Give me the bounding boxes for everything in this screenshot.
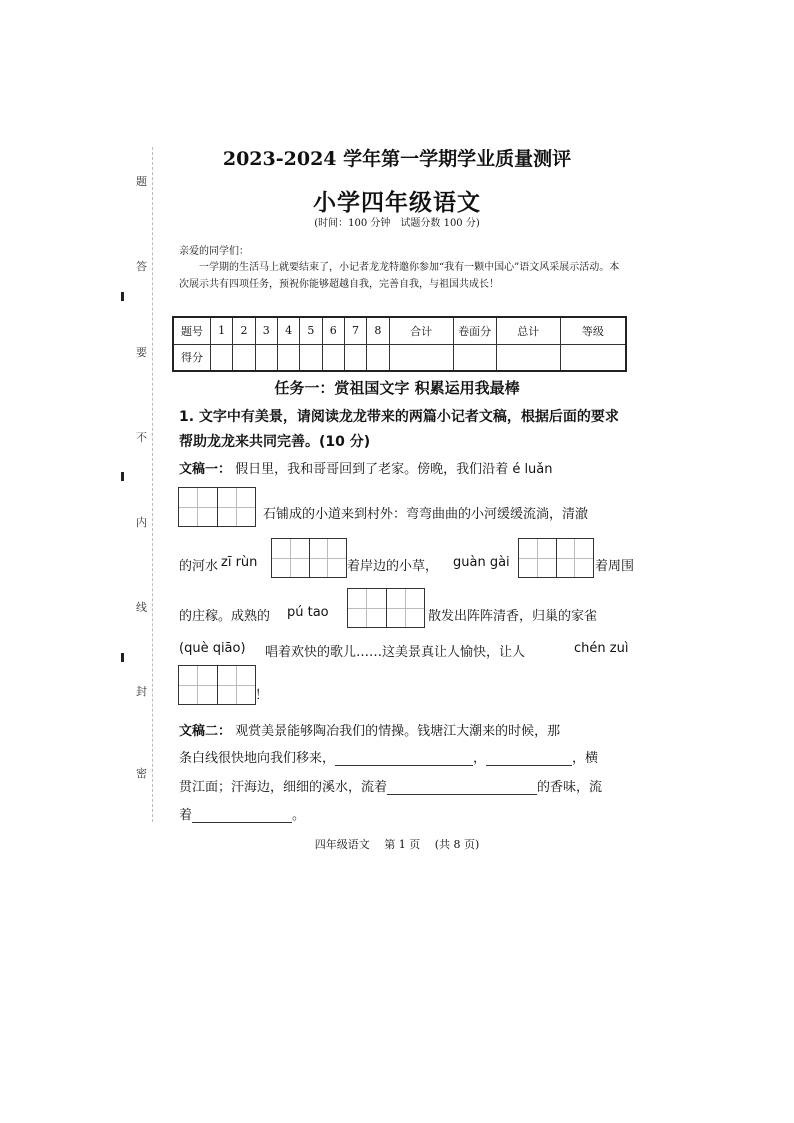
draft-text: 。 xyxy=(292,808,306,823)
draft-text: 唱着欢快的歌儿……这美景真让人愉快，让人 xyxy=(265,645,526,660)
fill-blank[interactable] xyxy=(192,808,292,823)
draft-text: 散发出阵阵清香，归巢的家雀 xyxy=(428,609,598,624)
fill-blank[interactable] xyxy=(335,751,473,766)
draft-text: 观赏美景能够陶冶我们的情操。钱塘江大潮来的时候，那 xyxy=(235,724,561,739)
pinyin: guàn gài xyxy=(453,555,510,570)
pinyin: zī rùn xyxy=(221,555,258,570)
margin-char: 不 xyxy=(136,431,147,444)
draft2-line xyxy=(179,747,598,766)
score-cell[interactable] xyxy=(300,344,322,371)
pinyin: (què qiāo) xyxy=(179,641,246,656)
draft-text: 着岸边的小草， xyxy=(347,559,439,574)
score-cell[interactable] xyxy=(233,344,255,371)
draft-text: 贯江面；汗海边，细细的溪水，流着 xyxy=(179,780,388,795)
draft-text: 着 xyxy=(179,808,193,823)
draft2-line xyxy=(179,720,560,739)
char-grid-answer[interactable] xyxy=(347,588,425,628)
column-header: 合计 xyxy=(389,317,453,344)
time-note: (时间：100 分钟 试题分数 100 分) xyxy=(314,218,480,229)
binding-mark xyxy=(121,653,124,662)
margin-char: 内 xyxy=(136,516,147,529)
draft-text: ，横 xyxy=(572,751,599,766)
score-cell[interactable] xyxy=(344,344,366,371)
column-header: 3 xyxy=(255,317,277,344)
column-header: 卷面分 xyxy=(453,317,496,344)
char-grid-answer[interactable] xyxy=(178,487,256,527)
column-header: 7 xyxy=(344,317,366,344)
char-grid-answer[interactable] xyxy=(518,538,594,578)
exam-subtitle: 小学四年级语文 xyxy=(313,189,481,216)
score-cell[interactable] xyxy=(453,344,496,371)
greeting: 亲爱的同学们： xyxy=(179,246,249,257)
intro-text: 一学期的生活马上就要结束了，小记者龙龙特邀你参加“我有一颗中国心”语文风采展示活动。本次展示共有四项任务，预祝你能够超越自我，完善自我，与祖国共成长！ xyxy=(179,262,620,290)
table-row xyxy=(173,317,626,344)
draft2-line xyxy=(179,776,602,795)
column-header: 8 xyxy=(367,317,389,344)
table-row xyxy=(173,344,626,371)
column-header: 2 xyxy=(233,317,255,344)
draft-text: 着周围 xyxy=(595,559,635,574)
draft-label: 文稿一： xyxy=(179,462,232,477)
page-footer: 四年级语文 第 1 页 (共 8 页) xyxy=(314,838,480,851)
column-header: 等级 xyxy=(560,317,626,344)
draft-text: 的香味，流 xyxy=(537,780,603,795)
fill-blank[interactable] xyxy=(486,751,572,766)
score-cell[interactable] xyxy=(367,344,389,371)
question-prompt: 1. 文字中有美景，请阅读龙龙带来的两篇小记者文稿，根据后面的要求帮助龙龙来共同完善。(10 分) xyxy=(179,409,619,450)
score-cell[interactable] xyxy=(496,344,560,371)
exam-title: 2023-2024 学年第一学期学业质量测评 xyxy=(222,148,572,170)
draft1-line xyxy=(179,458,553,477)
pinyin: chén zuì xyxy=(574,641,629,656)
fill-blank[interactable] xyxy=(387,780,537,795)
draft-text: 的河水 xyxy=(179,559,219,574)
row-label: 得分 xyxy=(173,344,211,371)
draft-text: 条白线很快地向我们移来， xyxy=(179,751,336,766)
score-table xyxy=(172,316,627,372)
char-grid-answer[interactable] xyxy=(271,538,347,578)
margin-char: 答 xyxy=(136,260,147,273)
margin-char: 要 xyxy=(136,346,147,359)
margin-char: 线 xyxy=(136,601,147,614)
draft-text: ！ xyxy=(255,688,269,703)
score-cell[interactable] xyxy=(277,344,299,371)
draft-text: ， xyxy=(473,751,487,766)
column-header: 总计 xyxy=(496,317,560,344)
margin-char: 题 xyxy=(136,175,147,188)
pinyin: é luǎn xyxy=(512,462,553,477)
score-cell[interactable] xyxy=(211,344,233,371)
column-header: 6 xyxy=(322,317,344,344)
draft2-line xyxy=(179,804,305,823)
score-cell[interactable] xyxy=(322,344,344,371)
binding-mark xyxy=(121,472,124,481)
score-cell[interactable] xyxy=(560,344,626,371)
row-label: 题号 xyxy=(173,317,211,344)
column-header: 4 xyxy=(277,317,299,344)
margin-char: 密 xyxy=(136,767,147,780)
score-cell[interactable] xyxy=(389,344,453,371)
column-header: 1 xyxy=(211,317,233,344)
draft-text: 石铺成的小道来到村外：弯弯曲曲的小河缓缓流淌，清澈 xyxy=(263,507,589,522)
binding-line xyxy=(152,147,153,822)
char-grid-answer[interactable] xyxy=(178,665,256,705)
score-cell[interactable] xyxy=(255,344,277,371)
draft-text: 假日里，我和哥哥回到了老家。傍晚，我们沿着 xyxy=(235,462,509,477)
draft-label: 文稿二： xyxy=(179,724,232,739)
pinyin: pú tao xyxy=(287,605,329,620)
column-header: 5 xyxy=(300,317,322,344)
margin-char: 封 xyxy=(136,685,147,698)
binding-mark xyxy=(121,292,124,301)
task-heading: 任务一：赏祖国文字 积累运用我最棒 xyxy=(274,379,520,397)
draft-text: 的庄稼。成熟的 xyxy=(179,609,271,624)
